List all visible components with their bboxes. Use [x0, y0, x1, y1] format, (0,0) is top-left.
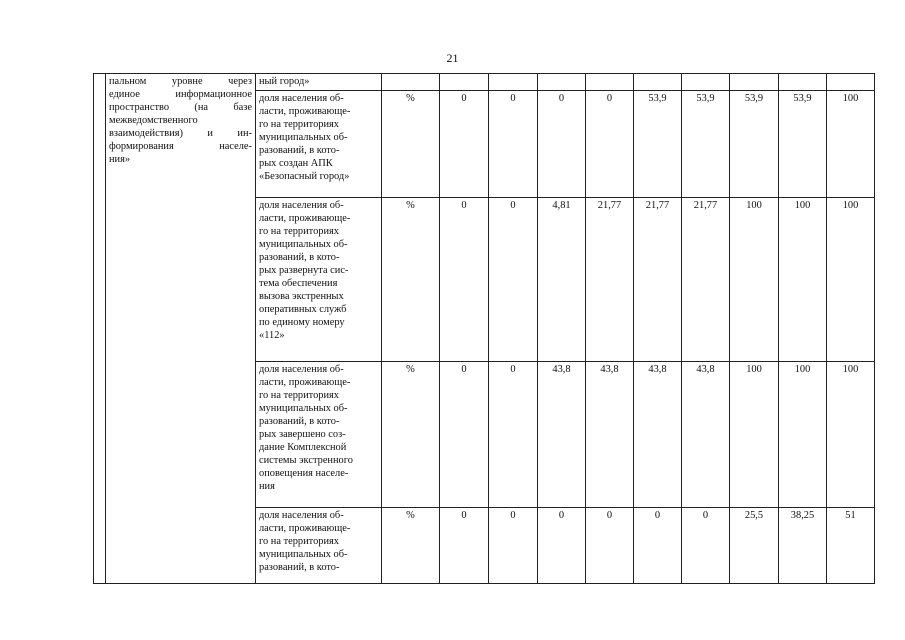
value-cell: 53,9	[634, 91, 682, 198]
indicator-cell	[256, 362, 382, 508]
value-cell: 0	[682, 508, 730, 584]
indicator-cell	[256, 198, 382, 362]
value-cell: 0	[586, 508, 634, 584]
unit-cell: %	[382, 362, 440, 508]
indicator-line: системы экстренного	[259, 455, 353, 466]
value-cell: 100	[779, 198, 827, 362]
value-cell: 53,9	[682, 91, 730, 198]
indicator-cell	[256, 91, 382, 198]
goal-line: пространство (на базе	[109, 102, 252, 113]
indicator-line: разований, в кото-	[259, 562, 340, 573]
empty-cell	[440, 74, 489, 91]
indicator-line: го на территориях	[259, 536, 339, 547]
value-cell: 43,8	[586, 362, 634, 508]
value-cell: 4,81	[538, 198, 586, 362]
indicator-line: рых завершено соз-	[259, 429, 346, 440]
value-cell: 43,8	[538, 362, 586, 508]
indicator-line: го на территориях	[259, 226, 339, 237]
indicator-line: доля населения об-	[259, 364, 344, 375]
value-cell: 0	[440, 91, 489, 198]
indicator-line: го на территориях	[259, 390, 339, 401]
indicator-line: тема обеспечения	[259, 278, 338, 289]
page-number: 21	[446, 51, 459, 65]
indicator-line: рых создан АПК	[259, 158, 333, 169]
value-cell: 51	[827, 508, 875, 584]
value-cell: 0	[586, 91, 634, 198]
indicator-line: ный город»	[259, 76, 310, 87]
value-cell: 100	[827, 91, 875, 198]
indicator-cell	[256, 508, 382, 584]
value-cell: 43,8	[634, 362, 682, 508]
empty-cell	[489, 74, 538, 91]
indicator-line: ласти, проживающе-	[259, 213, 351, 224]
value-cell: 0	[440, 362, 489, 508]
empty-cell	[634, 74, 682, 91]
indicator-line: го на территориях	[259, 119, 339, 130]
indicator-line: ласти, проживающе-	[259, 377, 351, 388]
unit-cell: %	[382, 198, 440, 362]
value-cell: 25,5	[730, 508, 779, 584]
empty-cell	[682, 74, 730, 91]
value-cell: 0	[538, 91, 586, 198]
empty-cell	[730, 74, 779, 91]
value-cell: 100	[827, 198, 875, 362]
goal-line: формирования населе-	[109, 141, 252, 152]
indicator-cell	[256, 74, 382, 91]
goal-line: единое информационное	[109, 89, 252, 100]
indicator-line: муниципальных об-	[259, 403, 348, 414]
indicator-line: рых развернута сис-	[259, 265, 349, 276]
value-cell: 21,77	[586, 198, 634, 362]
value-cell: 53,9	[779, 91, 827, 198]
indicator-line: «112»	[259, 330, 285, 341]
indicators-table	[93, 73, 875, 584]
indicator-line: ния	[259, 481, 275, 492]
empty-cell	[382, 74, 440, 91]
value-cell: 0	[440, 508, 489, 584]
indicator-line: вызова экстренных	[259, 291, 344, 302]
value-cell: 0	[538, 508, 586, 584]
goal-line: взаимодействия) и ин-	[109, 128, 252, 139]
indicator-line: муниципальных об-	[259, 239, 348, 250]
indicator-line: разований, в кото-	[259, 145, 340, 156]
value-cell: 100	[730, 198, 779, 362]
value-cell: 0	[489, 508, 538, 584]
indicator-line: «Безопасный город»	[259, 171, 350, 182]
blank-column-cell	[94, 74, 106, 584]
empty-cell	[827, 74, 875, 91]
goal-line: ния»	[109, 154, 131, 165]
empty-cell	[538, 74, 586, 91]
value-cell: 100	[730, 362, 779, 508]
indicator-line: разований, в кото-	[259, 416, 340, 427]
goal-cell	[106, 74, 256, 584]
value-cell: 53,9	[730, 91, 779, 198]
indicator-line: по единому номеру	[259, 317, 345, 328]
value-cell: 100	[827, 362, 875, 508]
empty-cell	[586, 74, 634, 91]
empty-cell	[779, 74, 827, 91]
indicator-line: оперативных служб	[259, 304, 347, 315]
value-cell: 38,25	[779, 508, 827, 584]
indicator-line: муниципальных об-	[259, 132, 348, 143]
goal-line: межведомственного	[109, 115, 198, 126]
value-cell: 0	[489, 362, 538, 508]
indicator-line: оповещения населе-	[259, 468, 349, 479]
value-cell: 100	[779, 362, 827, 508]
indicator-line: доля населения об-	[259, 510, 344, 521]
indicator-line: доля населения об-	[259, 93, 344, 104]
value-cell: 0	[489, 91, 538, 198]
indicator-line: ласти, проживающе-	[259, 523, 351, 534]
unit-cell: %	[382, 91, 440, 198]
goal-line: пальном уровне через	[109, 76, 252, 87]
indicator-line: разований, в кото-	[259, 252, 340, 263]
value-cell: 0	[440, 198, 489, 362]
indicator-line: доля населения об-	[259, 200, 344, 211]
unit-cell: %	[382, 508, 440, 584]
value-cell: 0	[634, 508, 682, 584]
header-row	[94, 74, 875, 91]
value-cell: 0	[489, 198, 538, 362]
value-cell: 21,77	[682, 198, 730, 362]
indicator-line: дание Комплексной	[259, 442, 347, 453]
value-cell: 43,8	[682, 362, 730, 508]
value-cell: 21,77	[634, 198, 682, 362]
indicator-line: ласти, проживающе-	[259, 106, 351, 117]
indicator-line: муниципальных об-	[259, 549, 348, 560]
